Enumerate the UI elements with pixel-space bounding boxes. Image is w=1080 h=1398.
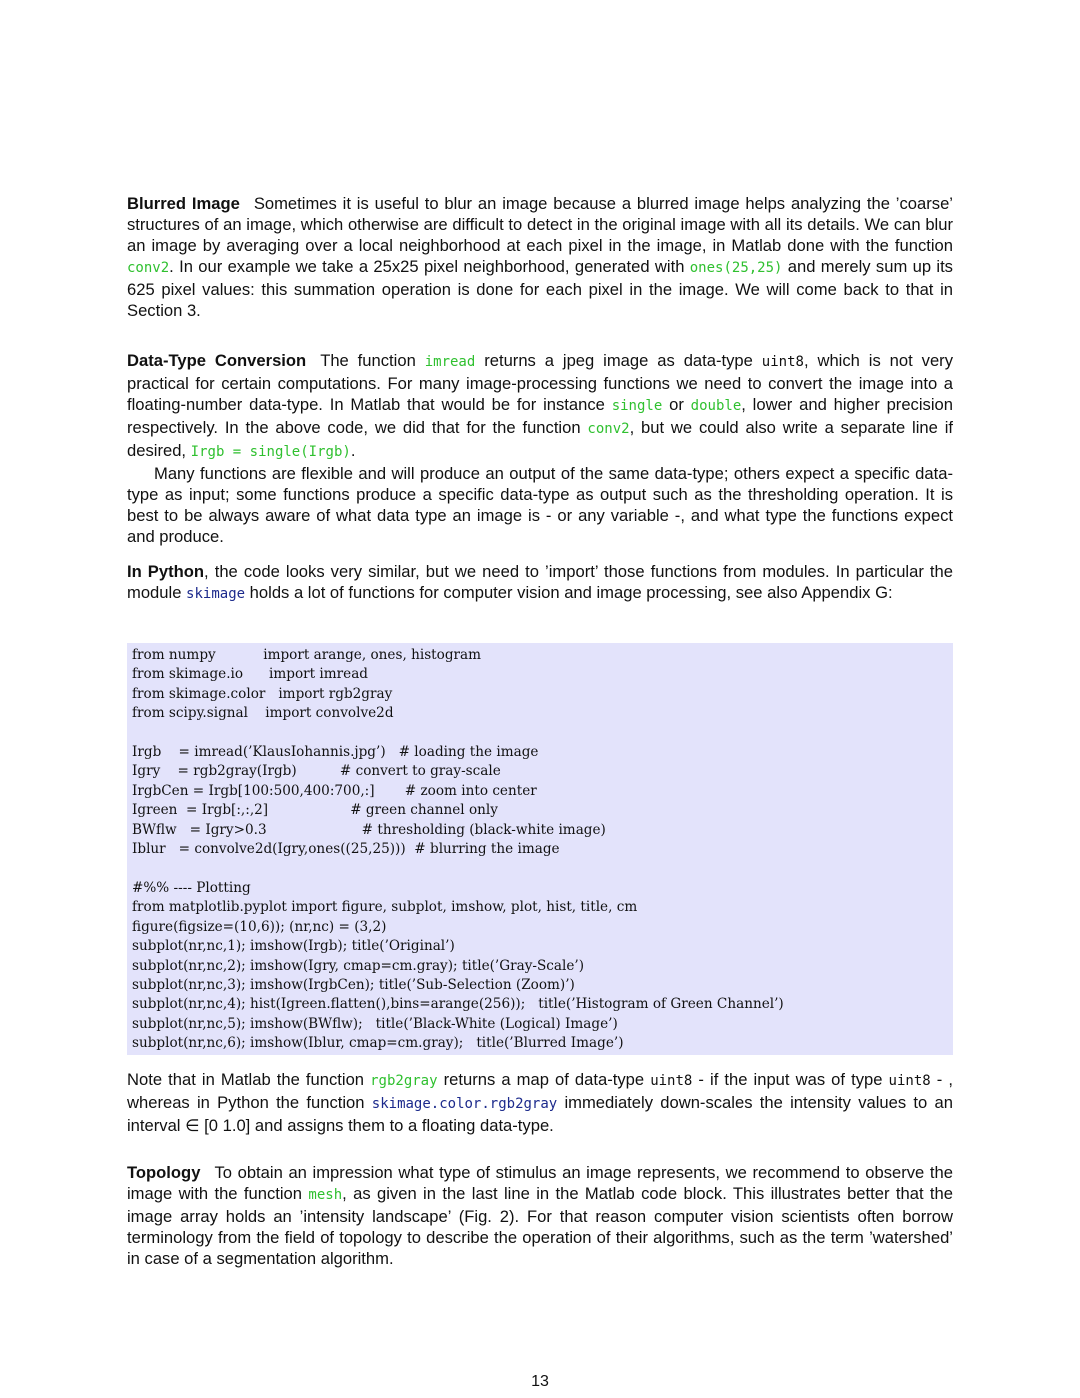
text: returns a jpeg image as data-type [475,351,762,370]
section-note [127,1069,953,1136]
code-uint8: uint8 [888,1073,931,1089]
text: , the code looks very similar, but we need to ’import’ those functions from modules. In particular the module [127,562,953,602]
section-in-python [127,561,953,605]
code-double: double [690,398,742,414]
code-conv2: conv2 [127,260,170,276]
text: , which is not very practical for certain computations. For many image-processing functions we need to convert the image into a floating-number data-type. In Matlab that would be for instance [127,351,954,414]
text: and merely sum up its 625 pixel values: this summation operation is done for each pixel in the image. We will come back to that in Section 3. [127,257,953,320]
text: The function [320,351,425,370]
text: , as given in the last line in the Matlab code block. This illustrates better that the image array holds an ’intensity landscape’ (Fig. 2). For that reason computer vision scientists often borrow terminology from the field of topology to describe the operation of their algorithms, such as the term ’watershed’ in case of a segmentation algorithm. [127,1184,953,1268]
python-code-block: from numpy import arange, ones, histogram from skimage.io import imread from skimage.color import rgb2gray from scipy.signal import convolve2d Irgb = imread(’KlausIohannis.jpg’) # loading the image Igry = rgb2gray(Irgb) # convert to gray-scale IrgbCen = Irgb[100:500,400:700,:] # zoom into center Igreen = Irgb[:,:,2] # green channel only BWflw = Igry>0.3 # thresholding (black-white image) Iblur = convolve2d(Igry,ones((25,25))) # blurring the image #%% ---- Plotting from matplotlib.pyplot import figure, subplot, imshow, plot, hist, title, cm figure(figsize=(10,6)); (nr,nc) = (3,2) subplot(nr,nc,1); imshow(Irgb); title(’Original’) subplot(nr,nc,2); imshow(Igry, cmap=cm.gray); title(’Gray-Scale’) subplot(nr,nc,3); imshow(IrgbCen); title(’Sub-Selection (Zoom)’) subplot(nr,nc,4); hist(Igreen.flatten(),bins=arange(256)); title(’Histogram of Green Channel’) subplot(nr,nc,5); imshow(BWflw); title(’Black-White (Logical) Image’) subplot(nr,nc,6); imshow(Iblur, cmap=cm.gray); title(’Blurred Image’) [127,643,953,1055]
text: returns a map of data-type [437,1070,651,1089]
code-ones: ones(25,25) [689,260,783,276]
text: , but we could also write a separate line if desired, [127,418,953,460]
code-skimage-rgb2gray: skimage.color.rgb2gray [371,1096,558,1112]
code-mesh: mesh [308,1187,343,1203]
code-imread: imread [424,354,476,370]
text: Sometimes it is useful to blur an image because a blurred image helps analyzing the ’coarse’ structures of an image, which otherwise are difficult to detect in the original image with all its details. We can blur an image by averaging over a local neighborhood at each pixel in the image, in Matlab done with the function [127,194,953,255]
code-irgb-single: Irgb = single(Irgb) [190,444,351,460]
text: Note that in Matlab the function [127,1070,371,1089]
section-data-type-conversion [127,350,953,547]
heading-data-type-conversion: Data-Type Conversion [127,351,307,370]
code-uint8: uint8 [650,1073,693,1089]
text: . In our example we take a 25x25 pixel neighborhood, generated with [169,257,690,276]
text: , lower and higher precision respectively. In the above code, we did that for the function [127,395,953,437]
text: holds a lot of functions for computer vision and image processing, see also Appendix G: [245,583,893,602]
paragraph-topology [127,1162,953,1269]
section-blurred-image [127,193,953,321]
paragraph-in-python [127,561,953,605]
paragraph-data-type-1 [127,350,953,463]
text: or [662,395,691,414]
paragraph-data-type-2: Many functions are flexible and will produce an output of the same data-type; others expect a specific data-type as input; some functions produce a specific data-type as output such as the thresholding operation. It is best to be always aware of what data type an image is - or any variable -, and what type the functions expect and produce. [127,464,953,546]
paragraph-blurred-image [127,193,953,321]
text: immediately down-scales the intensity values to an interval ∈ [0 1.0] and assigns them to a floating data-type. [127,1093,953,1135]
code-uint8: uint8 [761,354,804,370]
paragraph-note [127,1069,953,1136]
code-conv2: conv2 [587,421,630,437]
heading-blurred-image: Blurred Image [127,194,240,213]
heading-in-python: In Python [127,562,205,581]
page-number: 13 [531,1373,549,1390]
code-skimage: skimage [186,586,246,602]
text: - , whereas in Python the function [127,1070,953,1112]
text: To obtain an impression what type of stimulus an image represents, we recommend to observe the image with the function [127,1163,953,1203]
section-topology [127,1162,953,1269]
heading-topology: Topology [127,1163,201,1182]
text: . [350,441,356,460]
code-single: single [611,398,663,414]
text: - if the input was of type [692,1070,889,1089]
code-rgb2gray: rgb2gray [370,1073,438,1089]
